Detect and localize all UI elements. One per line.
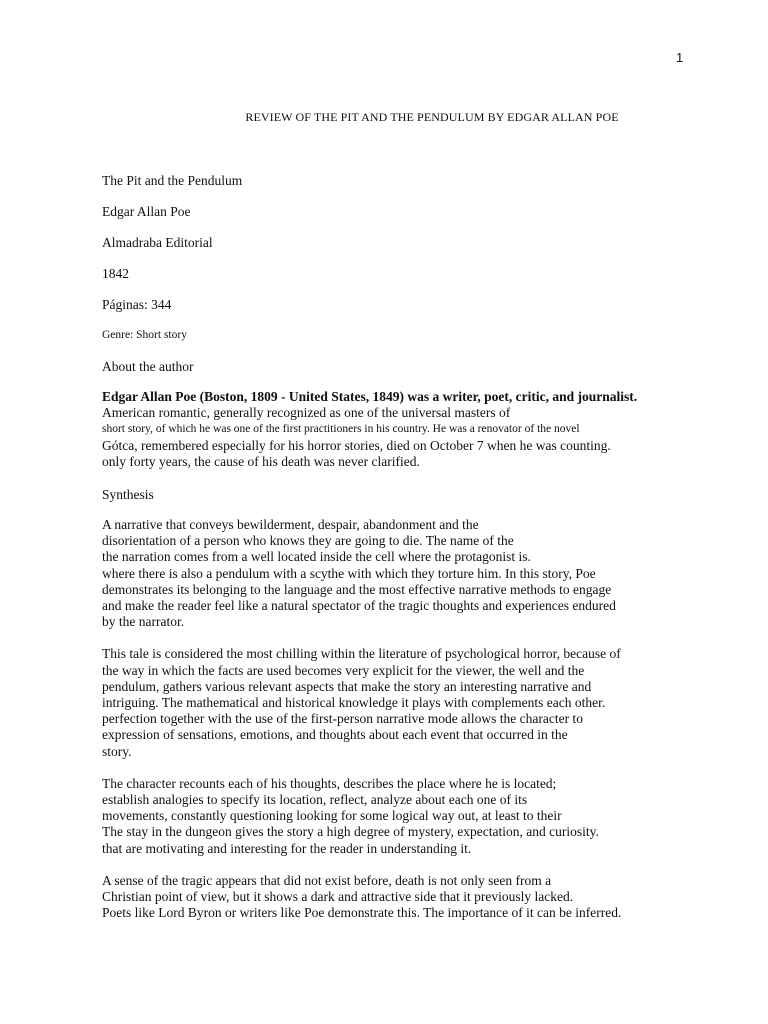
paragraph-line: disorientation of a person who knows they are going to die. The name of the bbox=[102, 533, 514, 549]
paragraph-line: The stay in the dungeon gives the story a high degree of mystery, expectation, and curiosity. bbox=[102, 824, 599, 840]
document-title: REVIEW OF THE PIT AND THE PENDULUM BY EDGAR ALLAN POE bbox=[245, 110, 619, 124]
book-pages: Páginas: 344 bbox=[102, 297, 172, 312]
about-line: Gótca, remembered especially for his horror stories, died on October 7 when he was counting. bbox=[102, 437, 611, 453]
paragraph-line: perfection together with the use of the first-person narrative mode allows the character to bbox=[102, 711, 583, 727]
document-body bbox=[102, 172, 682, 937]
paragraph-line: A narrative that conveys bewilderment, despair, abandonment and the bbox=[102, 517, 479, 533]
paragraph-line: The character recounts each of his thoughts, describes the place where he is located; bbox=[102, 775, 557, 791]
about-paragraph bbox=[102, 389, 682, 470]
paragraph-line: by the narrator. bbox=[102, 614, 185, 630]
paragraph-line: A sense of the tragic appears that did not exist before, death is not only seen from a bbox=[102, 872, 552, 888]
paragraph-line: the narration comes from a well located inside the cell where the protagonist is. bbox=[102, 549, 531, 565]
about-heading: About the author bbox=[102, 359, 194, 374]
paragraph-line: pendulum, gathers various relevant aspects that make the story an interesting narrative and bbox=[102, 678, 592, 694]
paragraph-line: where there is also a pendulum with a scythe with which they torture him. In this story, Poe bbox=[102, 565, 596, 581]
synthesis-paragraph-2 bbox=[102, 646, 682, 759]
paragraph-line: establish analogies to specify its location, reflect, analyze about each one of its bbox=[102, 792, 528, 808]
about-line: only forty years, the cause of his death was never clarified. bbox=[102, 453, 420, 469]
about-line: American romantic, generally recognized as one of the universal masters of bbox=[102, 405, 511, 421]
synthesis-paragraph-4 bbox=[102, 873, 682, 922]
paragraph-line: intriguing. The mathematical and historical knowledge it plays with complements each other. bbox=[102, 695, 606, 711]
paragraph-line: Poets like Lord Byron or writers like Poe demonstrate this. The importance of it can be inferred. bbox=[102, 905, 622, 921]
book-author: Edgar Allan Poe bbox=[102, 204, 191, 219]
synthesis-paragraph-1 bbox=[102, 517, 682, 630]
about-line: short story, of which he was one of the first practitioners in his country. He was a renovator of the novel bbox=[102, 423, 580, 436]
page-number: 1 bbox=[676, 50, 684, 65]
paragraph-line: the way in which the facts are used becomes very explicit for the viewer, the well and the bbox=[102, 662, 585, 678]
paragraph-line: that are motivating and interesting for the reader in understanding it. bbox=[102, 840, 472, 856]
paragraph-line: story. bbox=[102, 743, 132, 759]
book-genre: Genre: Short story bbox=[102, 329, 187, 341]
about-line: Edgar Allan Poe (Boston, 1809 - United States, 1849) was a writer, poet, critic, and journalist. bbox=[102, 389, 638, 404]
synthesis-heading: Synthesis bbox=[102, 487, 154, 503]
paragraph-line: This tale is considered the most chilling within the literature of psychological horror, because of bbox=[102, 646, 621, 662]
synthesis-paragraph-3 bbox=[102, 776, 682, 857]
paragraph-line: movements, constantly questioning looking for some logical way out, at least to their bbox=[102, 808, 562, 824]
paragraph-line: and make the reader feel like a natural spectator of the tragic thoughts and experiences endured bbox=[102, 598, 616, 614]
book-publisher: Almadraba Editorial bbox=[102, 235, 213, 250]
paragraph-line: expression of sensations, emotions, and thoughts about each event that occurred in the bbox=[102, 727, 568, 743]
book-title: The Pit and the Pendulum bbox=[102, 173, 243, 188]
paragraph-line: Christian point of view, but it shows a dark and attractive side that it previously lacked. bbox=[102, 889, 574, 905]
book-year: 1842 bbox=[102, 266, 129, 281]
paragraph-line: demonstrates its belonging to the language and the most effective narrative methods to engage bbox=[102, 581, 612, 597]
